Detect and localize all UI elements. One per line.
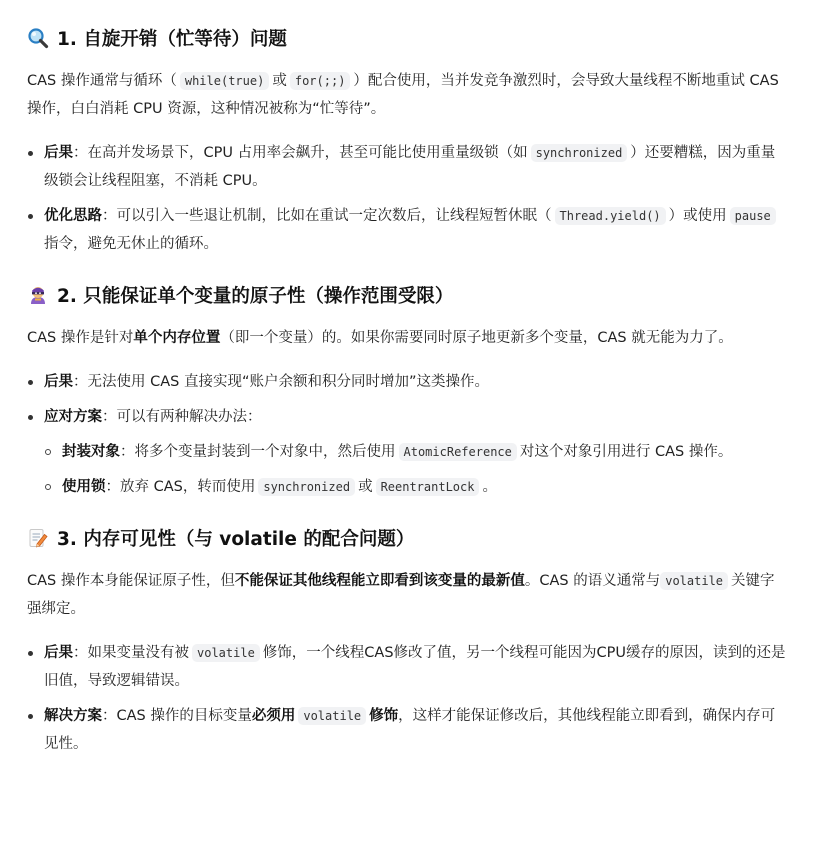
section-3-list	[27, 639, 787, 758]
text: 。CAS 的语义通常与	[524, 573, 661, 589]
item-label: 后果	[44, 645, 73, 661]
list-item	[27, 202, 787, 258]
text: 或	[272, 73, 287, 89]
text: ：在高并发场景下，CPU 占用率会飙升，甚至可能比使用重量级锁（如	[73, 145, 528, 161]
bold-text: 必须用	[251, 708, 296, 724]
section-1-intro	[27, 67, 787, 123]
magnifier-icon	[27, 27, 49, 49]
text: （即一个变量）的。如果你需要同时原子地更新多个变量，CAS 就无能为力了。	[220, 330, 733, 346]
text: 修饰，一个线程CAS修改了值，另一个线程可能因为CPU缓存的原因，读到的还是旧值，导致逻辑错误。	[44, 645, 786, 689]
section-2-sublist	[27, 438, 787, 501]
item-label: 优化思路	[44, 208, 102, 224]
section-1-heading	[27, 22, 787, 54]
text: 对这个对象引用进行 CAS 操作。	[519, 444, 733, 460]
inline-code: while(true)	[180, 72, 269, 90]
memo-icon	[27, 527, 49, 549]
text: ：可以有两种解决办法：	[102, 409, 262, 425]
item-label: 封装对象	[62, 444, 120, 460]
list-item	[27, 639, 787, 695]
section-1-title: 1. 自旋开销（忙等待）问题	[57, 29, 287, 50]
item-label: 后果	[44, 374, 73, 390]
inline-code: AtomicReference	[399, 443, 517, 461]
text: 或	[358, 479, 373, 495]
inline-code: volatile	[192, 644, 260, 662]
section-3-heading	[27, 522, 787, 554]
inline-code: Thread.yield()	[555, 207, 666, 225]
text: ：如果变量没有被	[73, 645, 189, 661]
sub-list-item	[27, 473, 787, 501]
document	[27, 22, 787, 758]
text: ）还要糟糕，因为重量级锁会让线程阻塞，不消耗 CPU。	[44, 145, 776, 189]
text: ：可以引入一些退让机制，比如在重试一定次数后，让线程短暂休眠（	[102, 208, 552, 224]
inline-code: synchronized	[258, 478, 355, 496]
text: ：CAS 操作的目标变量	[102, 708, 252, 724]
section-2-list	[27, 368, 787, 431]
inline-code: pause	[730, 207, 776, 225]
inline-code: volatile	[660, 572, 728, 590]
text: ）配合使用，当并发竞争激烈时，会导致大量线程不断地重试 CAS 操作，白白消耗 CPU 资源，这种情况被称为“忙等待”。	[27, 73, 779, 117]
text: ）或使用	[668, 208, 727, 224]
text: CAS 操作是针对	[27, 330, 134, 346]
text: ：无法使用 CAS 直接实现“账户余额和积分同时增加”这类操作。	[73, 374, 489, 390]
ninja-icon	[27, 284, 49, 306]
list-item	[27, 368, 787, 396]
list-item	[27, 702, 787, 758]
bold-text: 不能保证其他线程能立即看到该变量的最新值	[234, 573, 525, 589]
inline-code: volatile	[298, 707, 366, 725]
item-label: 应对方案	[44, 409, 102, 425]
list-item	[27, 403, 787, 431]
section-2-heading	[27, 279, 787, 311]
item-label: 解决方案	[44, 708, 102, 724]
inline-code: synchronized	[531, 144, 628, 162]
section-2-intro	[27, 324, 787, 352]
text: CAS 操作本身能保证原子性，但	[27, 573, 235, 589]
text: ：将多个变量封装到一个对象中，然后使用	[120, 444, 396, 460]
section-1-list	[27, 139, 787, 258]
inline-code: ReentrantLock	[376, 478, 480, 496]
bold-text: 修饰	[369, 708, 399, 724]
bold-text: 单个内存位置	[133, 330, 221, 346]
section-3-intro	[27, 567, 787, 623]
text: ，这样才能保证修改后，其他线程能立即看到，确保内存可见性。	[44, 708, 776, 752]
text: 。	[482, 479, 497, 495]
text: 关键字强绑定。	[27, 573, 775, 617]
section-2-title: 2. 只能保证单个变量的原子性（操作范围受限）	[57, 286, 454, 307]
section-3-title: 3. 内存可见性（与 volatile 的配合问题）	[57, 529, 415, 550]
inline-code: for(;;)	[290, 72, 351, 90]
text: CAS 操作通常与循环（	[27, 73, 177, 89]
text: 指令，避免无休止的循环。	[44, 236, 218, 252]
item-label: 使用锁	[62, 479, 106, 495]
item-label: 后果	[44, 145, 73, 161]
text: ：放弃 CAS，转而使用	[105, 479, 256, 495]
sub-list-item	[27, 438, 787, 466]
list-item	[27, 139, 787, 195]
